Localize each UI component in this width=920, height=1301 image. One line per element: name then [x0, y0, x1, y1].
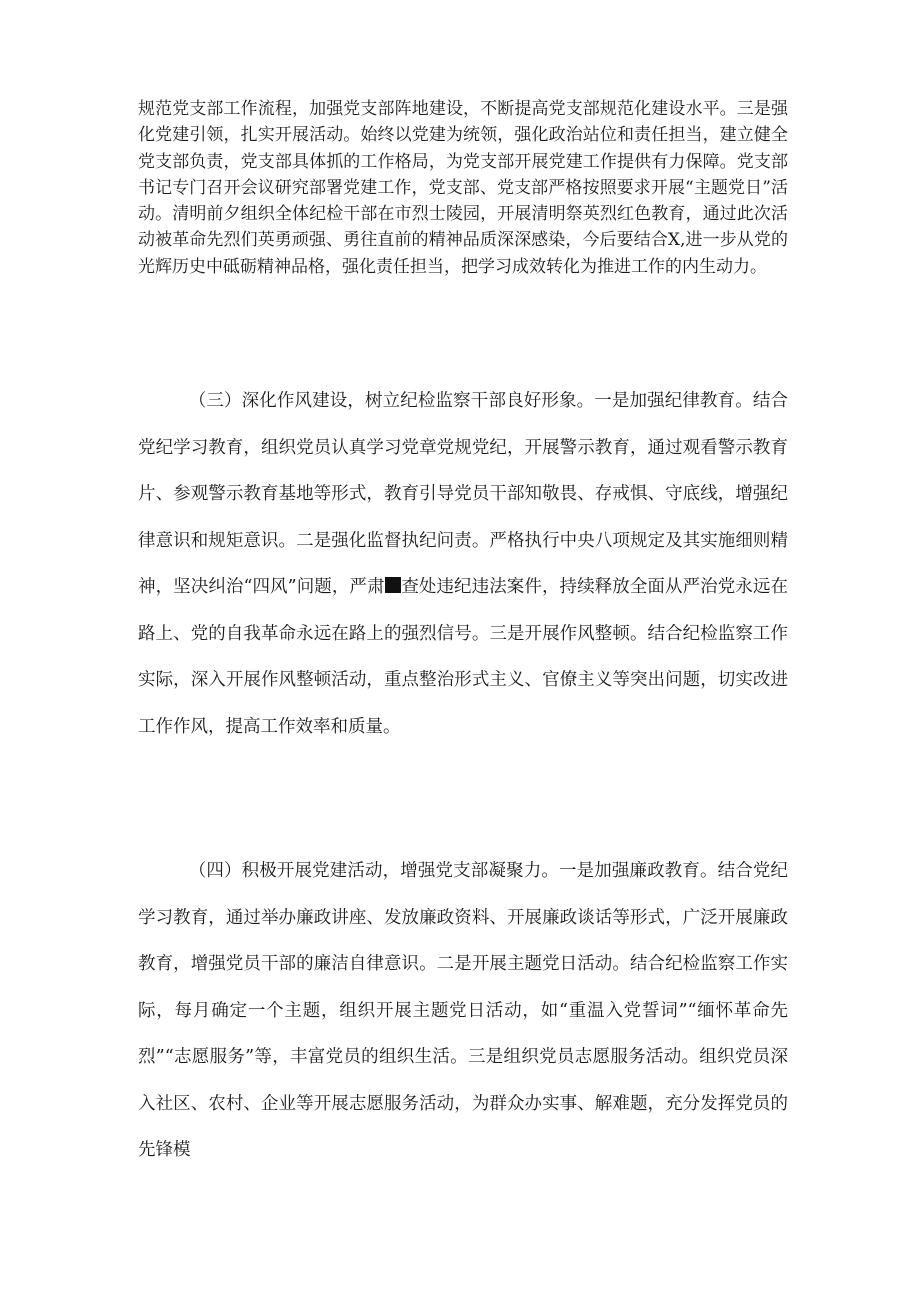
paragraph-3-text: （四）积极开展党建活动，增强党支部凝聚力。一是加强廉政教育。结合党纪学习教育，通过举办廉政讲座、发放廉政资料、开展廉政谈话等形式，广泛开展廉政教育，增强党员干部的廉洁自律意识。二是开展主题党日活动。结合纪检监察工作实际，每月确定一个主题，组织开展主题党日活动，如“重温入党誓词”“缅怀革命先烈”“志愿服务”等，丰富党员的组织生活。三是组织党员志愿服务活动。组织党员深入社区、农村、企业等开展志愿服务活动，为群众办实事、解难题，充分发挥党员的先锋模 [138, 861, 788, 1160]
paragraph-party-building-activities [138, 848, 788, 1174]
paragraph-work-style-building [138, 378, 788, 750]
paragraph-party-branch-activities [138, 96, 788, 280]
paragraph-2-text-start: （三）深化作风建设，树立纪检监察干部良好形象。一是加强纪律教育。结合党纪学习教育，组织党员认真学习党章党规党纪，开展警示教育，通过观看警示教育片、参观警示教育基地等形式，教育引导党员干部知敬畏、存戒惧、守底线，增强纪律意识和规矩意识。二是强化监督执纪问责。严格执行中央八项规定及其实施细则精神，坚决纠治“四风”问题，严肃 [138, 391, 788, 597]
paragraph-2-text-end: 查处违纪违法案件，持续释放全面从严治党永远在路上、党的自我革命永远在路上的强烈信号。三是开展作风整顿。结合纪检监察工作实际，深入开展作风整顿活动，重点整治形式主义、官僚主义等突出问题，切实改进工作作风，提高工作效率和质量。 [138, 577, 788, 737]
redaction-mark [385, 577, 402, 594]
paragraph-1-text: 规范党支部工作流程，加强党支部阵地建设，不断提高党支部规范化建设水平。三是强化党建引领，扎实开展活动。始终以党建为统领，强化政治站位和责任担当，建立健全党支部负责，党支部具体抓的工作格局，为党支部开展党建工作提供有力保障。党支部书记专门召开会议研究部署党建工作，党支部、党支部严格按照要求开展“主题党日”活动。清明前夕组织全体纪检干部在市烈士陵园，开展清明祭英烈红色教育，通过此次活动被革命先烈们英勇顽强、勇往直前的精神品质深深感染，今后要结合X,进一步从党的光辉历史中砥砺精神品格，强化责任担当，把学习成效转化为推进工作的内生动力。 [138, 99, 788, 277]
